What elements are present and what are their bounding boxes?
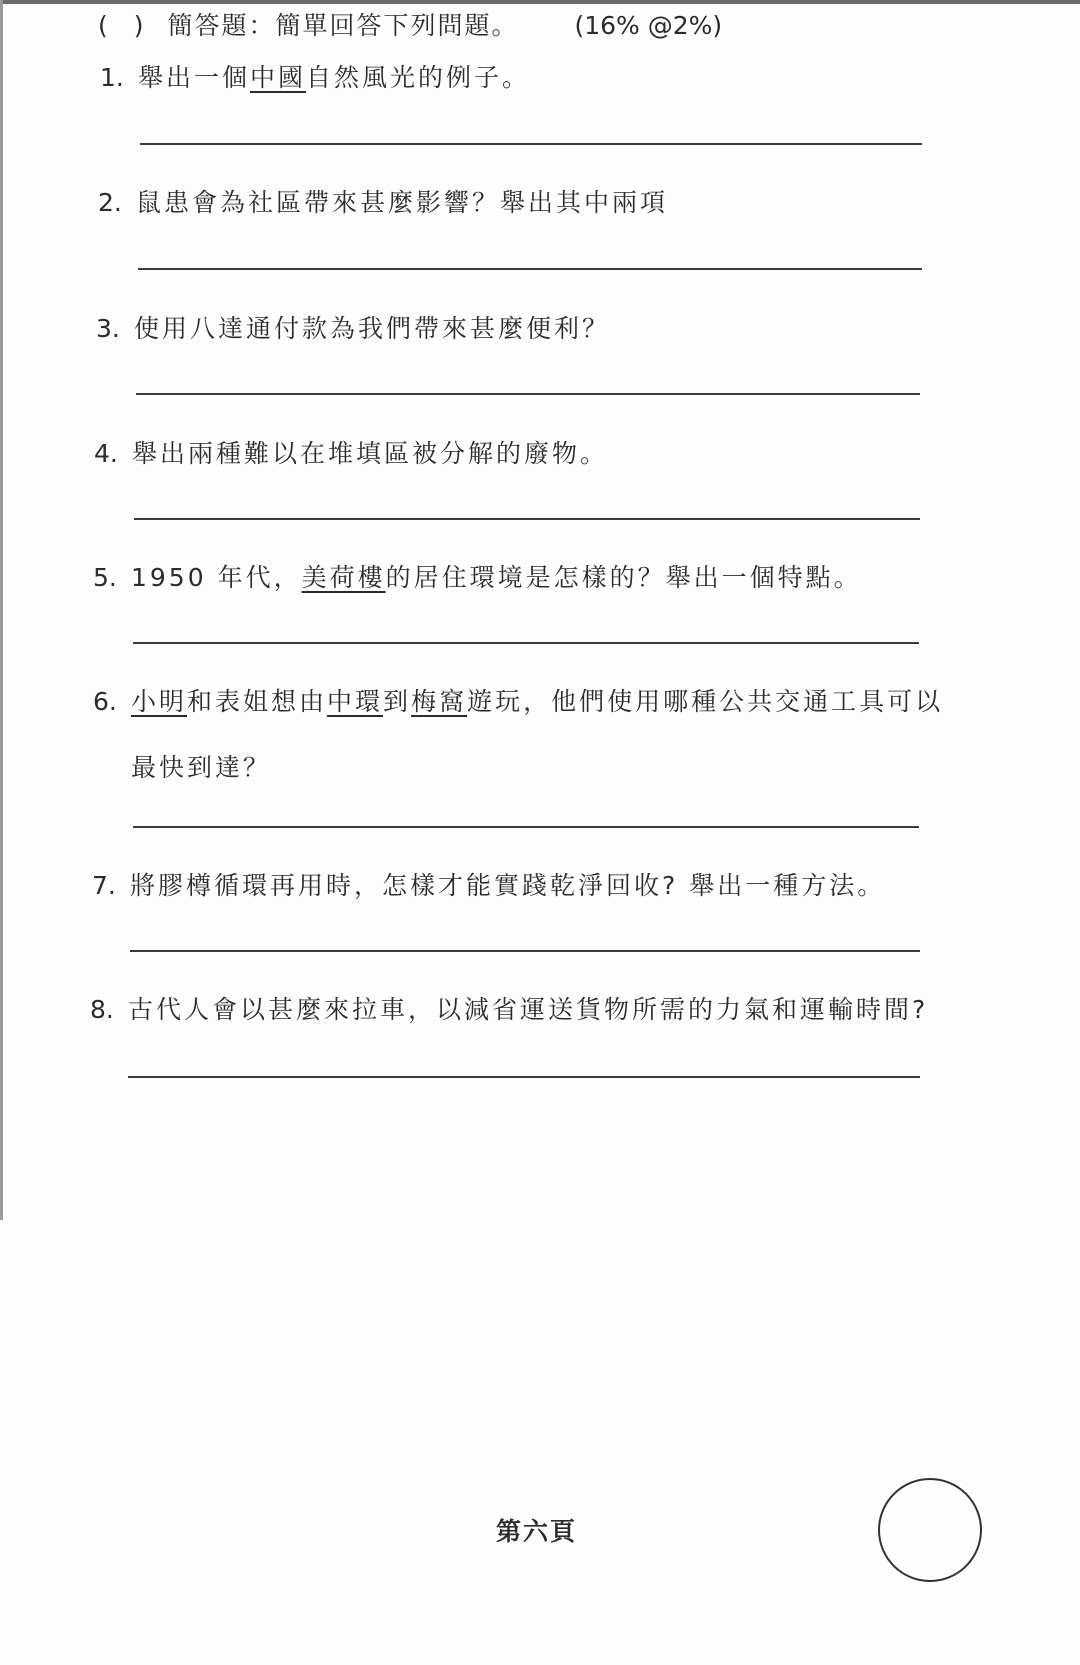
question-number: 4. (94, 439, 118, 468)
question-number: 7. (92, 871, 116, 900)
answer-line-6[interactable] (133, 826, 919, 828)
proper-noun-underlined: 中國 (250, 63, 307, 92)
question-2 (98, 183, 668, 219)
question-number: 8. (90, 995, 114, 1024)
question-continuation: 最快到達？ (131, 753, 272, 782)
proper-noun-underlined: 中環 (327, 687, 384, 716)
question-text-run: 遊玩，他們使用哪種公共交通工具可以 (467, 687, 944, 716)
question-text (132, 439, 608, 468)
answer-line-7[interactable] (130, 950, 920, 952)
question-text (131, 563, 862, 592)
question-number: 6. (93, 687, 117, 716)
left-page-edge (0, 0, 3, 1220)
answer-line-1[interactable] (140, 143, 922, 145)
question-text-run: 1950 年代， (131, 563, 302, 592)
question-7 (92, 866, 885, 902)
question-6 (93, 682, 943, 784)
top-border-line (0, 0, 1080, 4)
question-4 (94, 434, 608, 470)
answer-line-3[interactable] (136, 393, 920, 395)
question-text (136, 188, 668, 217)
section-title: 簡答題：簡單回答下列問題。 (167, 11, 519, 40)
question-text-run: 的居住環境是怎樣的？舉出一個特點。 (385, 563, 862, 592)
question-text-run: 古代人會以甚麼來拉車，以減省運送貨物所需的力氣和運輸時間? (128, 995, 929, 1024)
question-5 (93, 558, 862, 594)
question-text (130, 871, 885, 900)
question-text-run: 將膠樽循環再用時，怎樣才能實踐乾淨回收? 舉出一種方法。 (130, 871, 886, 900)
question-text (131, 687, 943, 716)
question-8 (90, 990, 928, 1026)
question-text-run: 舉出一個 (138, 63, 251, 92)
question-number: 3. (96, 314, 120, 343)
answer-line-4[interactable] (134, 518, 920, 520)
answer-line-8[interactable] (128, 1076, 920, 1078)
question-1 (100, 58, 530, 94)
answer-line-5[interactable] (133, 642, 919, 644)
question-text-run: 使用八達通付款為我們帶來甚麼便利？ (134, 314, 611, 343)
question-text-run: 鼠患會為社區帶來甚麼影響？舉出其中兩項 (136, 188, 669, 217)
question-3 (96, 309, 610, 345)
question-number: 5. (93, 563, 117, 592)
question-number: 1. (100, 63, 124, 92)
question-text (138, 63, 530, 92)
score-circle[interactable] (878, 1478, 982, 1582)
section-marks: (16% @2%) (574, 11, 723, 40)
proper-noun-underlined: 梅窩 (411, 687, 468, 716)
section-open-paren: ( (98, 11, 108, 40)
page-number: 第六頁 (496, 1517, 578, 1546)
section-close-paren: ) (133, 11, 144, 40)
question-text-run: 和表姐想由 (187, 687, 328, 716)
answer-line-2[interactable] (138, 268, 922, 270)
section-header (98, 6, 722, 42)
question-text-run: 到 (383, 687, 412, 716)
question-text (134, 314, 610, 343)
question-text-run: 舉出兩種難以在堆填區被分解的廢物。 (132, 439, 609, 468)
question-text-run: 自然風光的例子。 (306, 63, 531, 92)
proper-noun-underlined: 小明 (131, 687, 188, 716)
proper-noun-underlined: 美荷樓 (301, 563, 386, 592)
question-text (128, 995, 928, 1024)
question-number: 2. (98, 188, 122, 217)
